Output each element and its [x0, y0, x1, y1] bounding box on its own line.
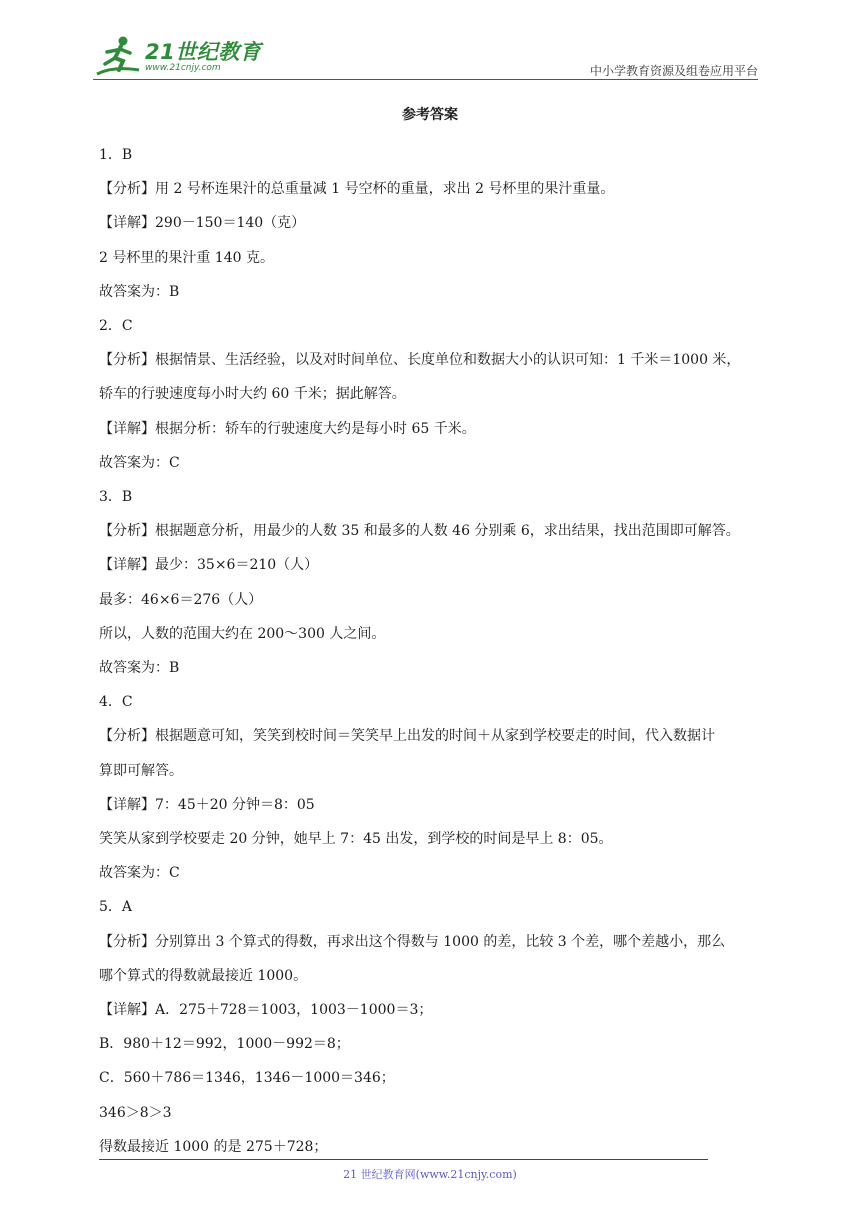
footer-link[interactable]: 21 世纪教育网(www.21cnjy.com) [343, 1168, 517, 1181]
answer-line: 【详解】A．275＋728＝1003，1003－1000＝3； [99, 1002, 433, 1019]
runner-icon [93, 34, 145, 80]
answer-line: 1．B [99, 147, 133, 163]
answer-line: 2．C [99, 318, 133, 335]
answer-line: 所以，人数的范围大约在 200～300 人之间。 [99, 625, 386, 642]
logo-wordmark: 21世纪教育 [145, 40, 262, 64]
answer-line: 故答案为：B [99, 283, 180, 300]
answer-line: 【详解】根据分析：轿车的行驶速度大约是每小时 65 千米。 [99, 420, 476, 437]
answer-line: 故答案为：C [99, 454, 180, 471]
footer-divider [99, 1159, 708, 1160]
answer-line: 得数最接近 1000 的是 275＋728； [99, 1138, 328, 1155]
platform-label: 中小学教育资源及组卷应用平台 [589, 64, 758, 78]
answer-line: 346＞8＞3 [99, 1104, 172, 1121]
answer-line: 3．B [99, 489, 133, 506]
answer-line: 4．C [99, 694, 133, 711]
page-header [93, 34, 758, 80]
header-divider [93, 79, 758, 80]
answer-line: 【详解】最少：35×6＝210（人） [99, 557, 319, 574]
answer-line: 故答案为：B [99, 660, 180, 677]
answer-line: 【分析】分别算出 3 个算式的得数，再求出这个得数与 1000 的差，比较 3 个差，哪个差越小，那么 [99, 933, 726, 950]
answer-line: 【分析】根据题意分析，用最少的人数 35 和最多的人数 46 分别乘 6，求出结果，找出范围即可解答。 [99, 523, 740, 540]
answer-line: 哪个算式的得数就最接近 1000。 [99, 967, 308, 984]
site-logo[interactable] [93, 34, 263, 80]
logo-url: www.21cnjy.com [145, 63, 221, 73]
answer-line: 最多：46×6＝276（人） [99, 591, 263, 608]
answer-line: C．560＋786＝1346，1346－1000＝346； [99, 1070, 395, 1087]
answer-line: 轿车的行驶速度每小时大约 60 千米；据此解答。 [99, 386, 406, 403]
answer-line: B．980＋12＝992，1000－992＝8； [99, 1036, 350, 1053]
answer-line: 【详解】7：45＋20 分钟＝8：05 [99, 796, 315, 813]
answer-line: 5．A [99, 899, 133, 916]
answer-line: 2 号杯里的果汁重 140 克。 [99, 249, 274, 266]
answer-line: 【分析】根据情景、生活经验，以及对时间单位、长度单位和数据大小的认识可知：1 千米＝1000 米， [99, 352, 741, 369]
answer-line: 笑笑从家到学校要走 20 分钟，她早上 7：45 出发，到学校的时间是早上 8：05。 [99, 831, 613, 848]
answer-line: 故答案为：C [99, 865, 180, 882]
answer-line: 算即可解答。 [99, 762, 183, 779]
answer-line: 【详解】290－150＝140（克） [99, 215, 306, 232]
answer-line: 【分析】根据题意可知，笑笑到校时间＝笑笑早上出发的时间＋从家到学校要走的时间，代入数据计 [99, 728, 715, 745]
page-title: 参考答案 [402, 107, 458, 123]
answer-content [99, 138, 764, 1164]
answer-line: 【分析】用 2 号杯连果汁的总重量减 1 号空杯的重量，求出 2 号杯里的果汁重量。 [99, 181, 615, 198]
